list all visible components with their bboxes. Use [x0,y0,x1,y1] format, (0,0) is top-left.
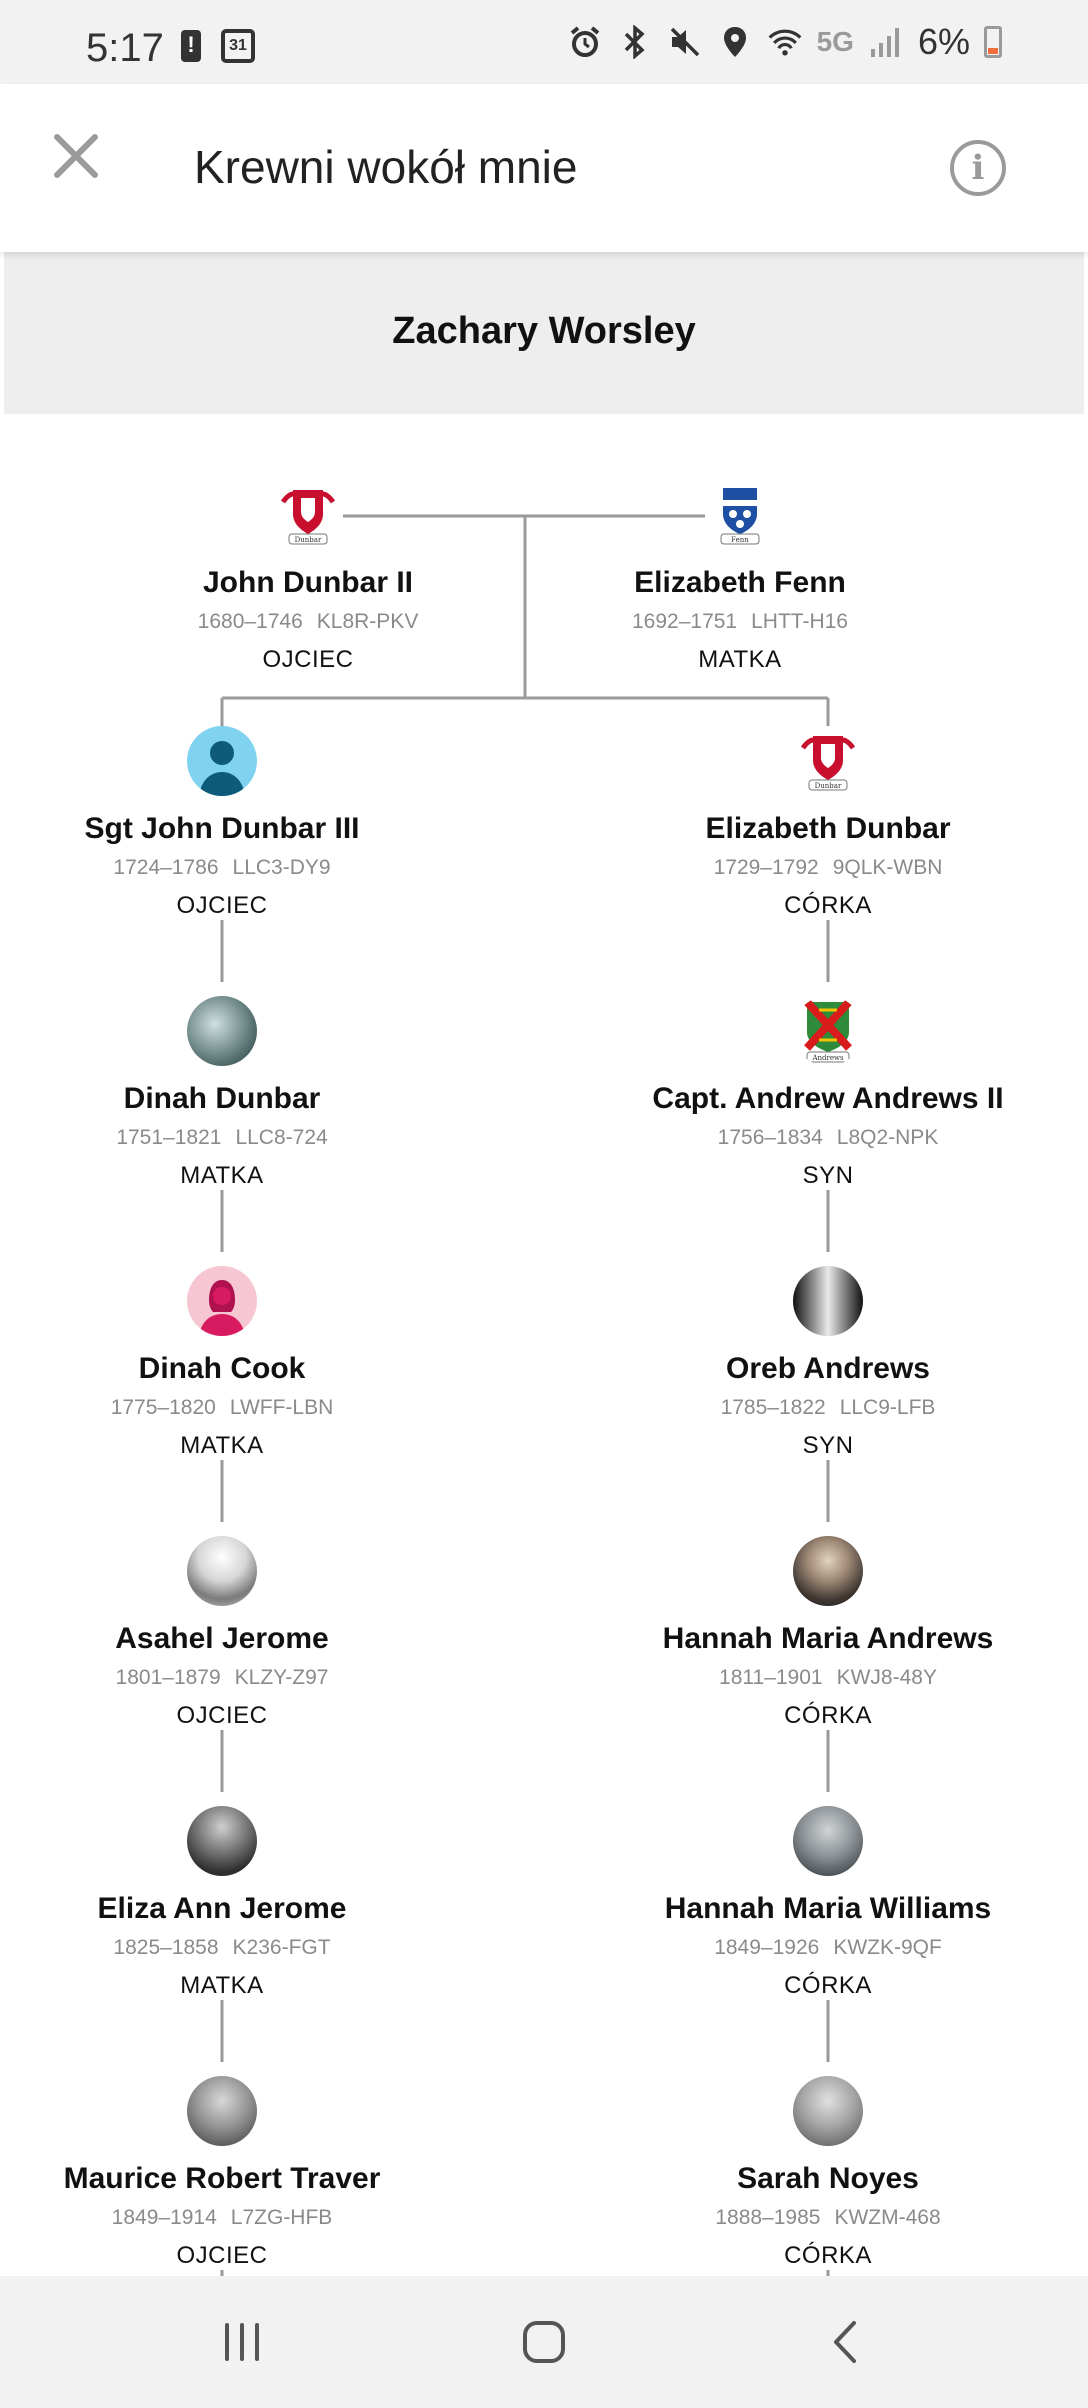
person-card[interactable] [22,726,422,920]
person-id: LHTT-H16 [751,610,848,633]
person-name: Maurice Robert Traver [63,2162,381,2195]
relation-label: MATKA [180,1972,264,1999]
crest-label: Andrews [812,1054,844,1062]
relation-label: CÓRKA [784,1972,872,1999]
person-name: Oreb Andrews [726,1352,930,1385]
relation-label: OJCIEC [176,892,268,919]
person-name: Sarah Noyes [737,2162,919,2195]
person-meta [628,1666,1028,1690]
info-icon: i [971,148,985,188]
person-id: L8Q2-NPK [836,1126,939,1149]
person-id: KLZY-Z97 [234,1666,329,1689]
person-name: John Dunbar II [203,566,413,599]
person-meta [628,2206,1028,2230]
person-years: 1825–1858 [113,1936,219,1959]
mute-icon [667,24,703,60]
status-bar [0,0,1088,84]
system-nav-bar [0,2276,1088,2408]
person-id: L7ZG-HFB [230,2206,333,2229]
close-button[interactable] [44,124,108,188]
bluetooth-icon [617,24,653,60]
person-meta [628,1126,1028,1150]
status-time: 5:17 [86,26,164,70]
person-card[interactable] [628,1536,1028,1730]
person-years: 1775–1820 [110,1396,216,1419]
home-icon [520,2318,568,2366]
person-meta [22,856,422,880]
person-meta [22,1936,422,1960]
crest-label: Dunbar [814,782,842,790]
person-years: 1680–1746 [197,610,303,633]
person-card-mother[interactable] [540,480,940,674]
person-years: 1751–1821 [116,1126,222,1149]
person-id: 9QLK-WBN [832,856,943,879]
relation-label: CÓRKA [784,1702,872,1729]
person-name: Eliza Ann Jerome [97,1892,347,1925]
crest-icon [705,480,775,550]
crest-icon [793,726,863,796]
crest-icon [273,480,343,550]
relation-label: SYN [802,1432,854,1459]
person-meta [22,1396,422,1420]
person-card[interactable] [628,1266,1028,1460]
battery-alert-icon [180,28,202,64]
person-silhouette-icon [187,1266,257,1336]
app-bar [0,84,1088,252]
relation-label: MATKA [698,646,782,673]
person-meta [540,610,940,634]
person-name: Elizabeth Dunbar [705,812,951,845]
person-meta [22,2206,422,2230]
battery-percent: 6% [917,21,970,62]
person-card[interactable] [22,1806,422,2000]
person-card[interactable] [22,2076,422,2270]
recent-apps-icon [219,2319,265,2365]
person-meta [628,856,1028,880]
relation-label: CÓRKA [784,892,872,919]
person-years: 1785–1822 [720,1396,826,1419]
person-meta [22,1126,422,1150]
person-card[interactable] [628,726,1028,920]
female-silhouette-avatar [187,1266,257,1336]
person-card-father[interactable] [108,480,508,674]
page-title: Krewni wokół mnie [194,141,578,193]
person-name: Elizabeth Fenn [634,566,846,599]
person-id: K236-FGT [232,1936,331,1959]
person-id: KWJ8-48Y [836,1666,937,1689]
person-card[interactable] [628,1806,1028,2000]
portrait-avatar [793,2076,863,2146]
portrait-avatar [187,1806,257,1876]
person-name: Sgt John Dunbar III [84,812,360,845]
person-years: 1756–1834 [717,1126,823,1149]
person-name: Dinah Dunbar [123,1082,321,1115]
back-icon [826,2319,866,2365]
person-id: KWZM-468 [834,2206,941,2229]
recent-apps-button[interactable] [202,2312,282,2372]
person-meta [628,1936,1028,1960]
person-years: 1849–1914 [111,2206,217,2229]
portrait-avatar [187,1536,257,1606]
info-button[interactable] [950,140,1006,196]
relation-label: OJCIEC [176,1702,268,1729]
portrait-avatar [187,996,257,1066]
crest-icon [793,996,863,1066]
crest-avatar [705,480,775,550]
person-meta [628,1396,1028,1420]
person-years: 1849–1926 [714,1936,820,1959]
network-type: 5G [816,26,854,57]
relation-label: OJCIEC [262,646,354,673]
person-card[interactable] [22,1536,422,1730]
crest-avatar [793,996,863,1066]
person-card[interactable] [628,996,1028,1190]
back-button[interactable] [806,2312,886,2372]
person-id: LLC8-724 [235,1126,328,1149]
relation-label: CÓRKA [784,2242,872,2269]
person-silhouette-icon [187,726,257,796]
home-button[interactable] [504,2312,584,2372]
portrait-avatar [793,1536,863,1606]
person-card[interactable] [22,996,422,1190]
person-meta [108,610,508,634]
relation-label: MATKA [180,1432,264,1459]
person-name: Asahel Jerome [115,1622,329,1655]
person-id: LLC3-DY9 [232,856,331,879]
wifi-icon [767,24,803,60]
person-id: KL8R-PKV [316,610,419,633]
person-id: LLC9-LFB [839,1396,936,1419]
crest-avatar [273,480,343,550]
crest-avatar [793,726,863,796]
person-name: Hannah Maria Williams [664,1892,992,1925]
calendar-day: 31 [221,29,255,63]
person-card[interactable] [628,2076,1028,2270]
person-years: 1888–1985 [715,2206,821,2229]
status-icons [567,22,1002,62]
person-card[interactable] [22,1266,422,1460]
person-years: 1692–1751 [632,610,738,633]
crest-label: Fenn [731,536,749,544]
person-name: Capt. Andrew Andrews II [652,1082,1004,1115]
person-years: 1811–1901 [719,1666,823,1689]
relation-label: MATKA [180,1162,264,1189]
person-meta [22,1666,422,1690]
relationship-tree[interactable] [0,414,1088,2276]
person-banner [4,252,1084,414]
relation-label: SYN [802,1162,854,1189]
person-years: 1729–1792 [713,856,819,879]
location-icon [717,24,753,60]
battery-icon [984,26,1002,58]
portrait-avatar [187,2076,257,2146]
close-icon [53,133,99,179]
person-id: KWZK-9QF [833,1936,942,1959]
signal-icon [868,24,904,60]
portrait-avatar [793,1266,863,1336]
person-years: 1801–1879 [115,1666,221,1689]
alarm-icon [567,24,603,60]
focus-person-name: Zachary Worsley [392,310,696,352]
portrait-avatar [793,1806,863,1876]
male-silhouette-avatar [187,726,257,796]
person-years: 1724–1786 [113,856,219,879]
person-name: Hannah Maria Andrews [662,1622,994,1655]
person-id: LWFF-LBN [229,1396,334,1419]
crest-label: Dunbar [294,536,322,544]
person-name: Dinah Cook [138,1352,306,1385]
relation-label: OJCIEC [176,2242,268,2269]
calendar-icon [220,28,256,64]
